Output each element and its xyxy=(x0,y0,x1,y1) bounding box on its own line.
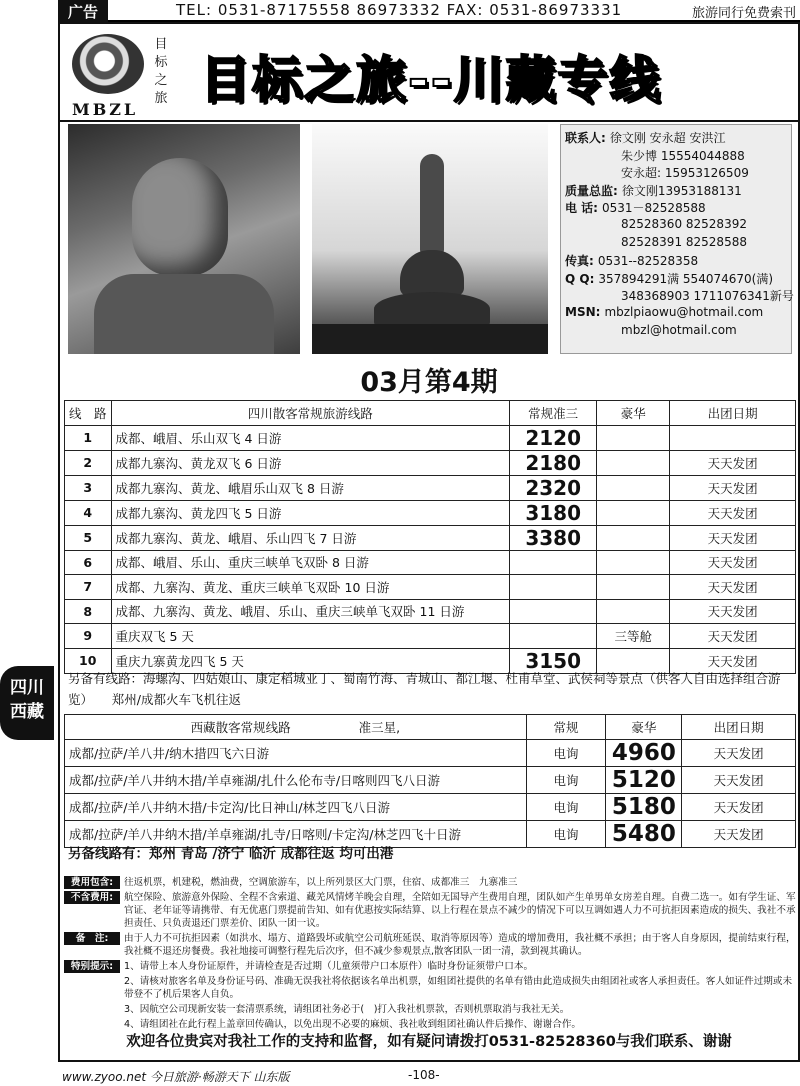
luxury-price: 5480 xyxy=(606,820,682,847)
route-name: 成都九寨沟、黄龙双飞 6 日游 xyxy=(111,450,510,475)
terms-text: 4、请组团社在此行程上盖章回传确认，以免出现不必要的麻烦、我社收到组团社确认件后操作、谢谢合作。 xyxy=(124,1019,582,1030)
contact-panel xyxy=(560,124,792,354)
route-name: 成都/拉萨/羊八井纳木措/卡定沟/比日神山/林芝四飞八日游 xyxy=(65,793,527,820)
tibet-extra-routes: 另备线路有：郑州 青岛 /济宁 临沂 成都往返 均可出港 xyxy=(68,846,394,862)
route-name: 成都/拉萨/羊八井/纳木措四飞六日游 xyxy=(65,739,527,766)
route-number: 3 xyxy=(65,475,112,500)
contact-label: 质量总监: xyxy=(565,183,618,198)
contact-value: 348368903 1711076341新号 xyxy=(621,289,794,304)
route-name: 成都九寨沟、黄龙、峨眉、乐山四飞 7 日游 xyxy=(111,525,510,550)
leshan-buddha-photo xyxy=(68,124,300,354)
route-name: 成都九寨沟、黄龙四飞 5 日游 xyxy=(111,500,510,525)
luxury-price xyxy=(597,599,670,624)
table-row xyxy=(65,793,796,820)
contact-value: 82528391 82528588 xyxy=(621,234,747,249)
departure-date: 天天发团 xyxy=(670,475,796,500)
page-title: 目标之旅--川藏专线 xyxy=(200,51,662,109)
welcome-message: 欢迎各位贵宾对我社工作的支持和监督，如有疑问请拨打0531-82528360与我们联系、谢谢 xyxy=(126,1034,732,1050)
regular-price: 2320 xyxy=(510,475,597,500)
luxury-price xyxy=(597,500,670,525)
regular-price: 电询 xyxy=(526,820,606,847)
col-header: 豪华 xyxy=(597,401,670,426)
contact-value: 徐文刚13953188131 xyxy=(621,183,742,198)
contact-value: 0531--82528358 xyxy=(597,254,699,269)
luxury-price: 4960 xyxy=(606,739,682,766)
route-name: 成都、九寨沟、黄龙、重庆三峡单飞双卧 10 日游 xyxy=(111,575,510,600)
col-header: 出团日期 xyxy=(682,715,796,740)
advert-page xyxy=(58,22,800,1062)
departure-date: 天天发团 xyxy=(670,525,796,550)
ad-label: 广告 xyxy=(58,0,108,24)
route-name: 成都/拉萨/羊八井纳木措/羊卓雍湖/扎什么伦布寺/日喀则四飞八日游 xyxy=(65,766,527,793)
luxury-price xyxy=(597,550,670,575)
table-row xyxy=(65,550,796,575)
route-number: 1 xyxy=(65,425,112,450)
issue-number: 03月第4期 xyxy=(360,367,498,398)
departure-date: 天天发团 xyxy=(670,624,796,649)
contact-value: 安永超: 15953126509 xyxy=(621,166,749,181)
terms-text: 2、请核对旅客名单及身份证号码、准确无误我社将依据该名单出机票，如组团社提供的名单有错由此造成损失由组团社或客人承担责任。客人如证件过期或未带登不了机后果客人自负。 xyxy=(124,976,793,1000)
terms-tag: 备 注: xyxy=(64,932,120,945)
terms-tag: 不含费用: xyxy=(64,891,120,904)
route-number: 5 xyxy=(65,525,112,550)
luxury-price: 5120 xyxy=(606,766,682,793)
emei-statue-photo xyxy=(312,124,548,354)
contact-value: 0531－82528588 xyxy=(601,201,706,216)
statue-base-shape xyxy=(374,292,490,326)
departure-date: 天天发团 xyxy=(670,500,796,525)
terms-tag: 特别提示: xyxy=(64,960,120,973)
buddha-head-shape xyxy=(132,158,228,276)
contact-value: 徐文刚 安永超 安洪江 xyxy=(609,131,726,145)
table-row xyxy=(65,425,796,450)
col-header: 四川散客常规旅游线路 xyxy=(111,401,510,426)
table-row xyxy=(65,475,796,500)
departure-date: 天天发团 xyxy=(682,793,796,820)
terms-text: 由于人力不可抗拒因素（如洪水、塌方、道路毁坏或航空公司航班延误、取消等原因等）造成的增加费用，我社概不承担；由于客人自身原因，提前结束行程，我社概不退还房餐费。我社地接可调整行程先后次序，但不减少参观景点,散客团队一团一清，款到视其确认。 xyxy=(124,933,796,957)
contact-value: mbzlpiaowu@hotmail.com xyxy=(604,304,764,319)
contact-row xyxy=(565,287,794,305)
terms-item xyxy=(64,891,798,930)
terms-text: 往返机票，机建税，燃油费，空调旅游车，以上所列景区大门票，住宿、成都准三 九寨准三 xyxy=(124,877,518,888)
contact-value: 朱少博 15554044888 xyxy=(621,148,745,163)
contact-row xyxy=(565,199,787,217)
table-row xyxy=(65,739,796,766)
buddha-body-shape xyxy=(94,274,274,354)
route-number: 4 xyxy=(65,500,112,525)
regular-price: 电询 xyxy=(526,739,606,766)
terms-item xyxy=(64,876,798,889)
route-name: 成都九寨沟、黄龙、峨眉乐山双飞 8 日游 xyxy=(111,475,510,500)
table-header-row xyxy=(65,715,796,740)
luxury-price xyxy=(597,575,670,600)
col-header: 线 路 xyxy=(65,401,112,426)
regular-price xyxy=(510,624,597,649)
luxury-price xyxy=(597,525,670,550)
contact-row xyxy=(565,217,787,235)
luxury-price: 5180 xyxy=(606,793,682,820)
side-tab-label: 四川西藏 xyxy=(10,678,44,722)
table-row xyxy=(65,525,796,550)
departure-date: 天天发团 xyxy=(670,599,796,624)
table-row xyxy=(65,575,796,600)
regular-price: 3180 xyxy=(510,500,597,525)
regular-price: 电询 xyxy=(526,766,606,793)
contact-value: 357894291满 554074670(满) xyxy=(598,271,773,286)
departure-date: 天天发团 xyxy=(670,648,796,673)
route-number: 8 xyxy=(65,599,112,624)
route-name: 成都/拉萨/羊八井纳木措/羊卓雍湖/扎寺/日喀则/卡定沟/林芝四飞十日游 xyxy=(65,820,527,847)
contact-row xyxy=(565,147,787,165)
contact-row xyxy=(565,270,787,288)
contact-value: mbzl@hotmail.com xyxy=(621,322,737,337)
departure-date: 天天发团 xyxy=(670,575,796,600)
terms-item xyxy=(64,960,798,973)
regular-price: 3150 xyxy=(510,648,597,673)
page-number: -108- xyxy=(408,1068,440,1082)
contact-label: MSN: xyxy=(565,304,601,319)
terms-tag: 费用包含: xyxy=(64,876,120,889)
departure-date: 天天发团 xyxy=(670,450,796,475)
regular-price: 3380 xyxy=(510,525,597,550)
route-name: 成都、峨眉、乐山、重庆三峡单飞双卧 8 日游 xyxy=(111,550,510,575)
route-name: 成都、九寨沟、黄龙、峨眉、乐山、重庆三峡单飞双卧 11 日游 xyxy=(111,599,510,624)
terms-text: 3、因航空公司现新安装一套清票系统，请组团社务必于( )打入我社机票款，否则机票取消与我社无关。 xyxy=(124,1004,570,1015)
company-logo xyxy=(68,34,188,120)
table-header-row xyxy=(65,401,796,426)
regular-price xyxy=(510,575,597,600)
contact-row xyxy=(565,129,787,147)
col-header: 常规准三 xyxy=(510,401,597,426)
col-header: 准三星, xyxy=(358,719,401,735)
header xyxy=(60,24,798,122)
statue-spire-shape xyxy=(420,154,444,254)
route-number: 7 xyxy=(65,575,112,600)
contact-row xyxy=(565,305,787,323)
contact-label: 电 话: xyxy=(565,201,598,216)
route-number: 10 xyxy=(65,648,112,673)
col-header: 西藏散客常规线路 xyxy=(190,719,291,735)
departure-date: 天天发团 xyxy=(682,766,796,793)
footer-site: www.zyoo.net 今日旅游·畅游天下 山东版 xyxy=(62,1070,290,1084)
luxury-price: 三等舱 xyxy=(597,624,670,649)
route-name: 成都、峨眉、乐山双飞 4 日游 xyxy=(111,425,510,450)
regular-price xyxy=(510,599,597,624)
table-row xyxy=(65,766,796,793)
regular-price: 电询 xyxy=(526,793,606,820)
table-row xyxy=(65,599,796,624)
luxury-price xyxy=(597,425,670,450)
regular-price: 2180 xyxy=(510,450,597,475)
contact-label: 联系人: xyxy=(565,131,606,145)
contact-label: Q Q: xyxy=(565,271,595,286)
luxury-price xyxy=(597,450,670,475)
swirl-logo-icon xyxy=(72,34,144,94)
contact-row xyxy=(565,323,787,341)
logo-text: 目标之旅 xyxy=(154,37,168,106)
logo-abbr: MBZL xyxy=(72,100,139,119)
departure-date: 天天发团 xyxy=(682,820,796,847)
departure-date xyxy=(670,425,796,450)
route-name: 重庆双飞 5 天 xyxy=(111,624,510,649)
tibet-routes-table xyxy=(64,714,796,848)
sichuan-extra-routes: 另备有线路：海螺沟、四姑娘山、康定稻城亚丁、蜀南竹海、青城山、都江堰、杜甫草堂、武侯祠等景点（供客人自由选择组合游览） 郑州/成都火车飞机往返 xyxy=(68,671,781,707)
col-header: 出团日期 xyxy=(670,401,796,426)
contact-label: 传真: xyxy=(565,254,594,269)
tibet-header-cell xyxy=(65,715,527,740)
route-number: 9 xyxy=(65,624,112,649)
region-side-tab xyxy=(0,666,54,740)
regular-price xyxy=(510,550,597,575)
terms-text: 航空保险、旅游意外保险、全程不含索道、藏羌风情烤羊晚会自理，全陪如无国导产生费用自理，团队如产生单男单女房差自理。自费二选一。如有学生证、军官证、老年证等请携带、有无优惠门票提前告知、如有优惠按实际结算、以上行程在景点不减少的情况下可以互调如遇人力不可抗拒因素造成的损失、我社不承担责任、只负责退还门票差价、团队一团一议。 xyxy=(124,892,796,929)
top-bar xyxy=(58,0,800,22)
contact-row xyxy=(565,235,787,253)
contact-row xyxy=(565,182,787,200)
contact-value: 82528360 82528392 xyxy=(621,216,747,231)
terms-text: 1、请带上本人身份证原件，并请检查是否过期（儿童须带户口本原件）临时身份证须带户口本。 xyxy=(124,961,534,972)
statue-ground-shape xyxy=(312,324,548,354)
departure-date: 天天发团 xyxy=(682,739,796,766)
contact-row xyxy=(565,164,787,182)
route-number: 6 xyxy=(65,550,112,575)
phone-line: TEL: 0531-87175558 86973332 FAX: 0531-86973331 xyxy=(176,1,623,19)
terms-item xyxy=(64,975,798,1001)
col-header: 常规 xyxy=(526,715,606,740)
route-name: 重庆九寨黄龙四飞 5 天 xyxy=(111,648,510,673)
terms-section xyxy=(64,876,798,1033)
table-row xyxy=(65,624,796,649)
sichuan-routes-table xyxy=(64,400,796,674)
tagline: 旅游同行免费索刊 xyxy=(691,6,796,21)
table-row xyxy=(65,500,796,525)
statue-mid-shape xyxy=(400,250,464,296)
luxury-price xyxy=(597,475,670,500)
terms-item xyxy=(64,932,798,958)
contact-row xyxy=(565,252,787,270)
regular-price: 2120 xyxy=(510,425,597,450)
footer xyxy=(58,1066,800,1086)
route-number: 2 xyxy=(65,450,112,475)
departure-date: 天天发团 xyxy=(670,550,796,575)
col-header: 豪华 xyxy=(606,715,682,740)
table-row xyxy=(65,450,796,475)
terms-item xyxy=(64,1003,798,1016)
